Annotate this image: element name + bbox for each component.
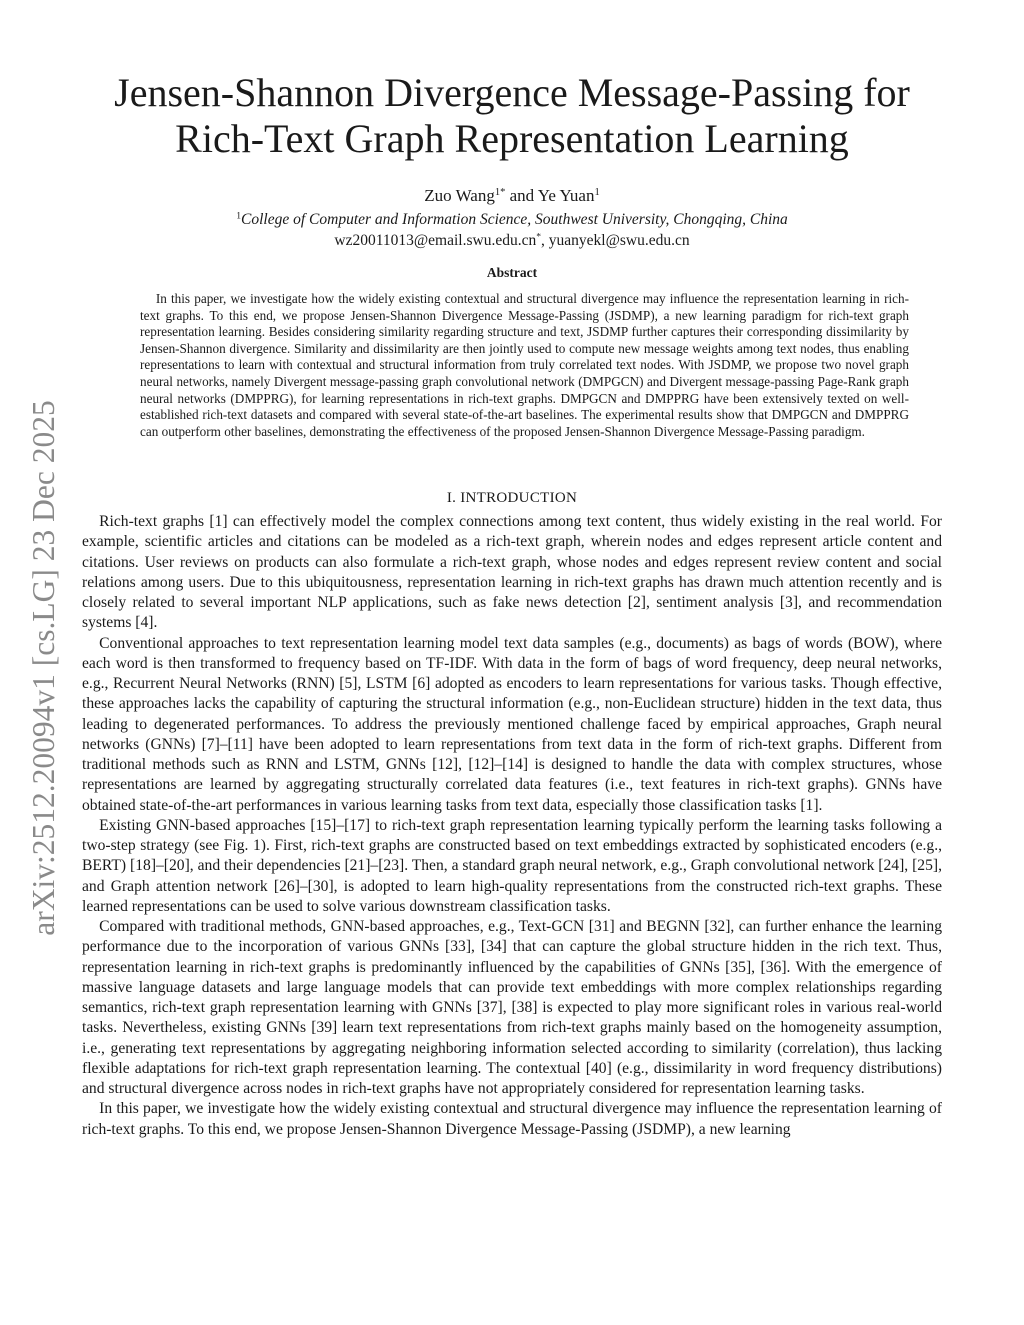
author-name: Ye Yuan bbox=[537, 186, 595, 205]
author-affiliation-mark: 1 bbox=[594, 187, 600, 199]
title-line-2: Rich-Text Graph Representation Learning bbox=[175, 116, 849, 161]
title-line-1: Jensen-Shannon Divergence Message-Passing for bbox=[114, 70, 910, 115]
author-connector: and bbox=[505, 186, 538, 205]
author-affiliation-mark: 1* bbox=[494, 187, 506, 199]
affiliation-mark: 1 bbox=[236, 210, 242, 222]
abstract-heading: Abstract bbox=[486, 265, 538, 280]
email-link[interactable]: , yuanyekl@swu.edu.cn bbox=[541, 232, 690, 249]
body-paragraph: Rich-text graphs [1] can effectively model the complex connections among text content, thus widely existing in the real world. For example, scientific articles and citations can be modeled as a rich-text graph, wherein nodes and edges represent article content and citations. User reviews on products can also formulate a rich-text graph, whose nodes and edges represent review content and social relations among users. Due to this ubiquitousness, representation learning in rich-text graphs has drawn much attention recently and is closely related to several important NLP applications, such as fake news detection [2], sentiment analysis [3], and recommendation systems [4]. bbox=[82, 513, 942, 632]
email-mark: * bbox=[536, 231, 542, 243]
abstract-text: In this paper, we investigate how the widely existing contextual and structural divergence may influence the representation learning in rich-text graphs. To this end, we propose Jensen-Shannon Divergence Message-Passing (JSDMP), a new learning paradigm for rich-text graph representation learning. Besides considering similarity regarding structure and text, JSDMP further captures their corresponding dissimilarity by Jensen-Shannon divergence. Similarity and dissimilarity are then jointly used to compute new message weights among text nodes, thus enabling representations to learn with contextual and structural information from truly correlated text nodes. With JSDMP, we propose two novel graph neural networks, namely Divergent message-passing graph convolutional network (DMPGCN) and Divergent message-passing Page-Rank graph neural networks (DMPPRG), for learning representations in rich-text graphs. DMPGCN and DMPPRG have been extensively texted on well-established rich-text datasets and compared with several state-of-the-art baselines. The experimental results show that DMPGCN and DMPPRG can outperform other baselines, demonstrating the effectiveness of the proposed Jensen-Shannon Divergence Message-Passing paradigm. bbox=[140, 291, 909, 439]
paper-title bbox=[82, 70, 942, 162]
author-emails bbox=[82, 231, 942, 251]
author-list bbox=[82, 186, 942, 206]
affiliation-text: College of Computer and Information Science, Southwest University, Chongqing, China bbox=[241, 211, 788, 228]
body-paragraph: In this paper, we investigate how the widely existing contextual and structural divergence may influence the representation learning of rich-text graphs. To this end, we propose Jensen-Shannon Divergence Message-Passing (JSDMP), a new learning bbox=[82, 1100, 942, 1138]
section-heading: I. INTRODUCTION bbox=[446, 490, 578, 506]
email-link[interactable]: wz20011013@email.swu.edu.cn bbox=[334, 232, 537, 249]
section-body bbox=[82, 512, 942, 1140]
affiliation bbox=[82, 210, 942, 230]
body-paragraph: Conventional approaches to text representation learning model text data samples (e.g., documents) as bags of words (BOW), where each word is then transformed to frequency based on TF-IDF. With data in the form of bags of word frequency, deep neural networks, e.g., Recurrent Neural Networks (RNN) [5], LSTM [6] adopted as encoders to learn representations for various tasks. Though effective, these approaches lacks the capability of capturing the structural information (e.g., non-Euclidean structure) hidden in the text data, thus leading to degenerated performances. To address the previously mentioned challenge faced by empirical approaches, Graph neural networks (GNNs) [7]–[11] have been adopted to learn representations from text data in the form of rich-text graphs. Different from traditional methods such as RNN and LSTM, GNNs [12], [12]–[14] is designed to handle the data with complex structures, whose representations are learned by aggregating structurally correlated data features (i.e., text features in rich-text graphs). GNNs have obtained state-of-the-art performances in various learning tasks from text data, especially those classification tasks [1]. bbox=[82, 634, 942, 814]
body-paragraph: Existing GNN-based approaches [15]–[17] to rich-text graph representation learning typically perform the learning tasks following a two-step strategy (see Fig. 1). First, rich-text graphs are constructed based on text embeddings extracted by sophisticated encoders (e.g., BERT) [18]–[20], and their dependencies [21]–[23]. Then, a standard graph neural network, e.g., Graph convolutional network [24], [25], and Graph attention network [26]–[30], is adopted to learn high-quality representations from the constructed rich-text graphs. These learned representations can be used to solve various downstream classification tasks. bbox=[82, 816, 942, 915]
body-paragraph: Compared with traditional methods, GNN-based approaches, e.g., Text-GCN [31] and BEGNN [32], can further enhance the learning performance due to the incorporation of various GNNs [33], [34] that can capture the global structure hidden in the rich text. Thus, representation learning in rich-text graphs is predominantly influenced by the capabilities of GNNs [35], [36]. With the emergence of massive language datasets and large language models that can provide text embeddings with more complex relationships regarding semantics, rich-text graph representation learning with GNNs [37], [38] is expected to play more significant roles in various real-world tasks. Nevertheless, existing GNNs [39] learn text representations from rich-text graphs mainly based on the homogeneity assumption, i.e., generating text representations by aggregating neighboring information selected according to similarity (correlation), thus lacking flexible adaptations for rich-text graph representation learning. The contextual [40] (e.g., dissimilarity in word frequency distributions) and structural divergence across nodes in rich-text graphs have not appropriately considered for representation learning tasks. bbox=[82, 918, 942, 1097]
arxiv-identifier: arXiv:2512.20094v1 [cs.LG] 23 Dec 2025 bbox=[26, 400, 61, 936]
author-name: Zuo Wang bbox=[424, 186, 495, 205]
